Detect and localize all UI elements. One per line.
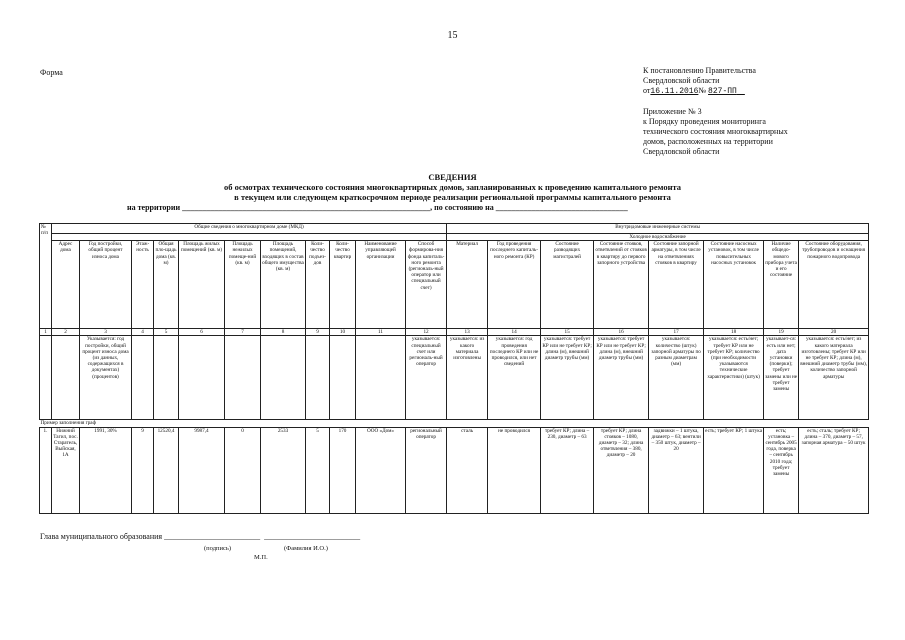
example-cell: задвижки – 1 штука, диаметр – 63; вентили – 350 штук, диаметр – 20 (649, 427, 704, 513)
header-entrances: Коли-чество подъез-дов (306, 241, 330, 329)
example-cell: есть; установка – сентябрь 2005 года, поверка – сентябрь 2010 года; требует замены (764, 427, 799, 513)
col-number: 6 (179, 329, 225, 336)
instruction-pumps: указывается: есть/нет; требует КР или не требует КР; количество (при необходимости указываются технические характеристики) (штук) (704, 336, 764, 420)
example-row (40, 427, 869, 513)
col-num-header: № п/п (40, 224, 52, 329)
resolution-line-1: К постановлению Правительства (643, 66, 756, 75)
instruction-meter: указывает-ся: есть или нет; дата установки (поверки); требует замены или не требует замены (764, 336, 799, 420)
header-apartments: Коли-чество квартир (330, 241, 356, 329)
example-cell: 170 (330, 427, 356, 513)
header-last-repair: Год проведения последнего капиталь-ного ремонта (КР) (488, 241, 541, 329)
header-fire-water: Состояние оборудования, трубопроводов и оснащения пожарного водопровода (799, 241, 869, 329)
title-line-2: в текущем или следующем краткосрочном периоде реализации региональной программы капитального ремонта (234, 192, 671, 202)
col-number: 2 (52, 329, 80, 336)
col-number: 5 (154, 329, 179, 336)
number-prefix: № (698, 86, 707, 95)
territory-prefix: на территории (127, 203, 181, 212)
header-address: Адрес дома (52, 241, 80, 329)
header-management: Наименование управляющей организации (356, 241, 406, 329)
resolution-date: 16.11.2016 (650, 87, 699, 96)
appendix-text-2: технического состояния многоквартирных (643, 127, 788, 136)
header-valves: Состояние запорной арматуры, в том числе на ответвлениях стояков в квартиру (649, 241, 704, 329)
title-line-1: об осмотрах технического состояния многоквартирных домов, запланированных к проведению капитального ремонта (223, 182, 682, 192)
col-number: 16 (594, 329, 649, 336)
numbers-row (40, 329, 869, 336)
col-number: 1 (40, 329, 52, 336)
instruction-valves: указывается: количество (штук) запорной арматуры по разным диаметрам (мм) (649, 336, 704, 420)
header-floors: Этаж-ность (132, 241, 154, 329)
header-meter: Наличие общедо-мового прибора учета и его состояние (764, 241, 799, 329)
stamp-label: М.П. (254, 554, 268, 561)
date-prefix: , по состоянию на (430, 203, 494, 212)
head-signature-line: Глава муниципального образования ________________________ ________________________ (40, 532, 361, 541)
col-number: 19 (764, 329, 799, 336)
col-number: 17 (649, 329, 704, 336)
example-cell: ООО «Дом» (356, 427, 406, 513)
example-cell: региональный оператор (406, 427, 447, 513)
instruction-last-repair: указывается: год проведения последнего КР или не проводился, или нет сведений (488, 336, 541, 420)
instruction-mains: указывается: требует КР или не требует КР; длина (м), внешний диаметр трубы (мм) (541, 336, 594, 420)
group-cold-water-header: Холодное водоснабжение (447, 234, 869, 241)
header-risers: Состояние стояков, ответвлений от стояков в квартиру до первого запорного устройства (594, 241, 649, 329)
group-systems-header: Внутридомовые инженерные системы (447, 224, 869, 234)
header-common-area: Площадь помещений, входящих в состав общего имущества (кв. м) (261, 241, 306, 329)
example-cell: 2533 (261, 427, 306, 513)
header-mains: Состояние разводящих магистралей (541, 241, 594, 329)
example-cell: 1991, 30% (80, 427, 132, 513)
col-number: 7 (225, 329, 261, 336)
territory-line (127, 203, 628, 212)
example-cell: Нижний Тагил, пос. Старатель, Выйская, 1А (52, 427, 80, 513)
col-number: 18 (704, 329, 764, 336)
col-number: 3 (80, 329, 132, 336)
appendix-text-3: домов, расположенных на территории (643, 137, 773, 146)
header-total-area: Общая пло-щадь дома (кв. м) (154, 241, 179, 329)
instruction-fire-water: указывается: есть/нет; из какого материала изготовлены; требует КР или не требует КР; длина (м), внешний диаметр трубы (мм), количество запорной арматуры (799, 336, 869, 420)
col-number: 8 (261, 329, 306, 336)
col-number: 13 (447, 329, 488, 336)
sign-label: (подпись) (204, 545, 231, 552)
title-heading: СВЕДЕНИЯ (428, 172, 477, 182)
resolution-number: 827-ПП (708, 87, 737, 96)
document-title (0, 172, 905, 202)
col-number: 10 (330, 329, 356, 336)
inspection-table (39, 223, 869, 514)
date-blank: _________________________________ (495, 203, 628, 212)
example-cell: 12520,4 (154, 427, 179, 513)
example-cell: 9987,4 (179, 427, 225, 513)
example-cell: не проводился (488, 427, 541, 513)
col-number: 4 (132, 329, 154, 336)
appendix-text-1: к Порядку проведения мониторинга (643, 117, 766, 126)
group-general-header: Общие сведения о многоквартирном доме (МКД) (52, 224, 447, 234)
col-number: 20 (799, 329, 869, 336)
col-number: 12 (406, 329, 447, 336)
header-living-area: Площадь жилых помещений (кв. м) (179, 241, 225, 329)
col-number: 9 (306, 329, 330, 336)
appendix-label: Приложение № 3 (643, 107, 702, 116)
example-cell: 5 (306, 427, 330, 513)
example-cell: требует КР; длина стояков – 1080, диаметр – 32; длина ответвления – 380, диаметр – 20 (594, 427, 649, 513)
header-nonliving-area: Площадь нежилых помеще-ний (кв. м) (225, 241, 261, 329)
instruction-year: Указывается: год постройки, общий процент износа дома (из данных, содержащихся в документах) (процентов) (80, 336, 132, 420)
header-pumps: Состояние насосных установок, в том числе повысительных насосных установок (704, 241, 764, 329)
appendix-text-4: Свердловской области (643, 147, 720, 156)
instruction-risers: указывается: требует КР или не требует КР; длина (м), внешний диаметр трубы (мм) (594, 336, 649, 420)
instruction-material: указывается: из какого материала изготовлены (447, 336, 488, 420)
example-cell: есть; требует КР; 1 штука (704, 427, 764, 513)
example-cell: 1. (40, 427, 52, 513)
header-material: Материал (447, 241, 488, 329)
instructions-row (40, 336, 869, 420)
resolution-block (643, 66, 883, 157)
territory-blank: ______________________________________________________________ (182, 203, 431, 212)
instruction-fund: указывается: специальный счет или региональ-ный оператор (406, 336, 447, 420)
header-fund-method: Способ формирова-ния фонда капиталь-ного ремонта (региональ-ный оператор или специальный счет) (406, 241, 447, 329)
resolution-line-2: Свердловской области (643, 76, 720, 85)
head-label: Глава муниципального образования (40, 532, 163, 541)
header-year: Год постройки, общий процент износа дома (80, 241, 132, 329)
example-cell: 0 (225, 427, 261, 513)
resolution-date-line (643, 86, 883, 97)
example-cell: сталь (447, 427, 488, 513)
example-label: Пример заполнения граф (40, 420, 869, 427)
page-number: 15 (447, 30, 458, 41)
example-cell: требует КР; длина – 230, диаметр – 63 (541, 427, 594, 513)
example-cell: 9 (132, 427, 154, 513)
form-label: Форма (40, 68, 63, 77)
col-number: 11 (356, 329, 406, 336)
example-cell: есть; сталь; требует КР; длина – 370, диаметр – 57, запорная арматура – 50 штук (799, 427, 869, 513)
col-number: 14 (488, 329, 541, 336)
date-prefix: от (643, 86, 651, 95)
col-number: 15 (541, 329, 594, 336)
name-label: (Фамилия И.О.) (284, 545, 328, 552)
